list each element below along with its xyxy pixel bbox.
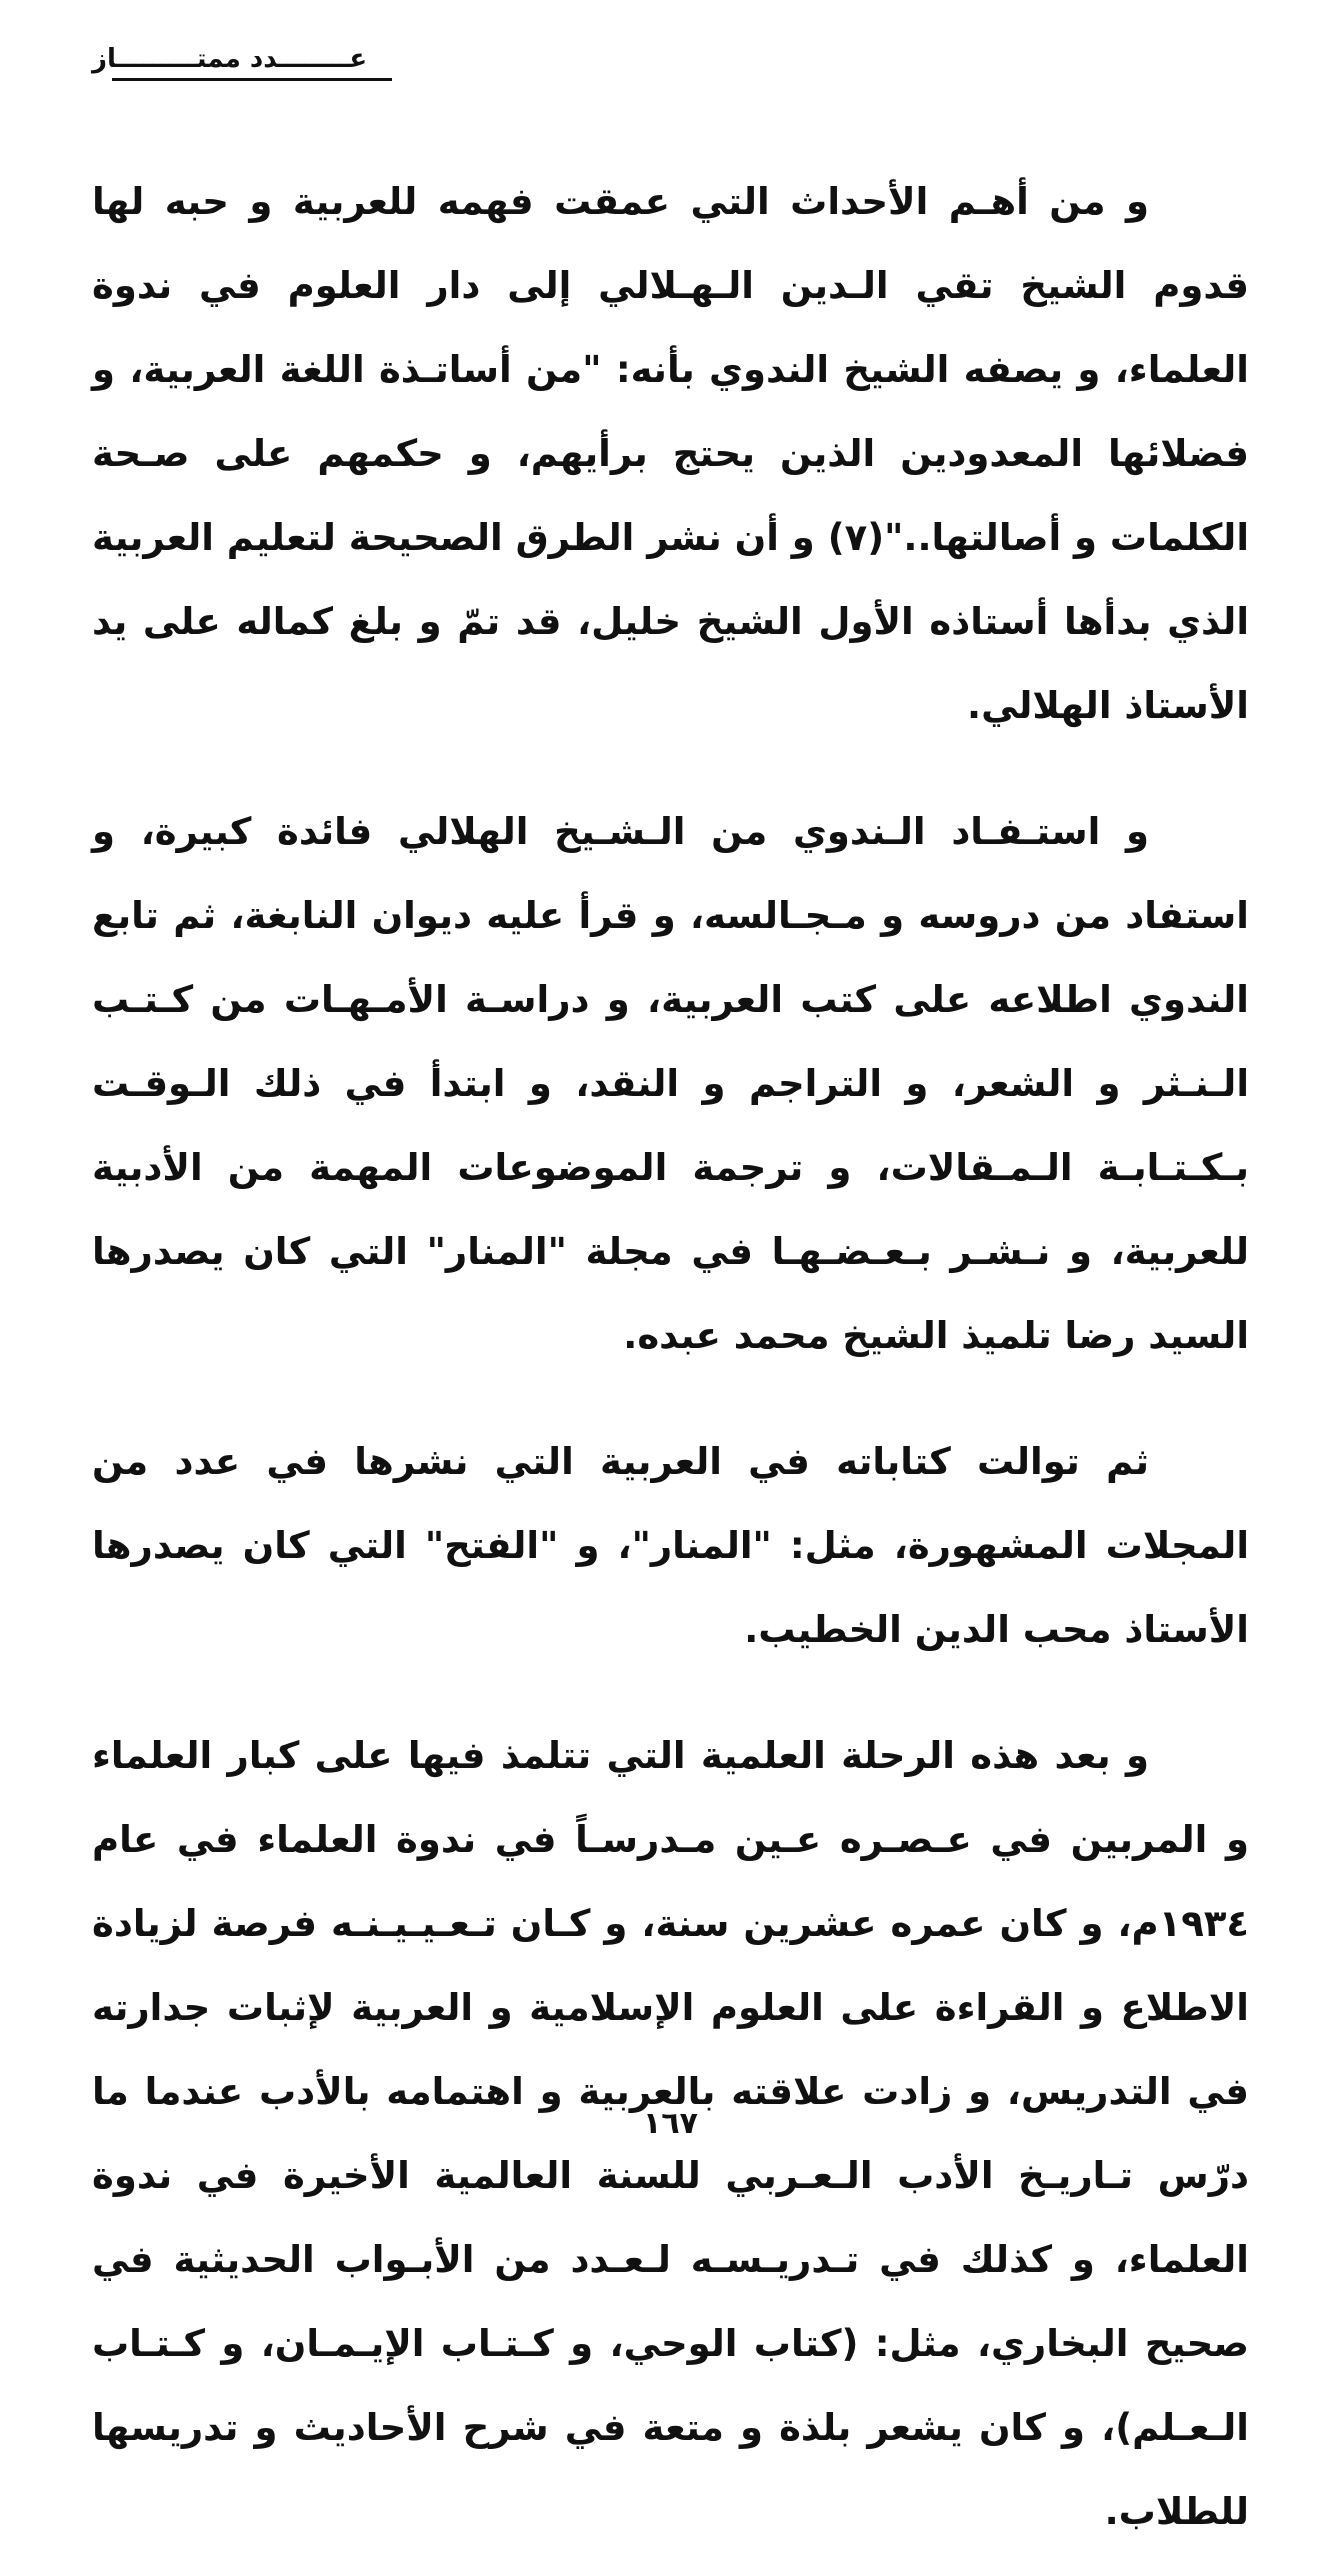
paragraph-1: و من أهـم الأحداث التي عمقت فهمه للعربية و حبه لها قدوم الشيخ تقي الـدين الـهـلالي إلى دار العلوم في ندوة العلماء، و يصفه الشيخ الندوي بأنه: "من أساتـذة اللغة العربية، و فضلائها المعدودين الذين يحتج برأيهم، و حكمهم على صـحة الكلمات و أصالتها.."(٧) و أن نشر الطرق الصحيحة لتعليم العربية الذي بدأها أستاذه الأول الشيخ خليل، قد تمّ و بلغ كماله على يد الأستاذ الهلالي.: [92, 180, 1249, 727]
paragraph-3: ثم توالت كتاباته في العربية التي نشرها في عدد من المجلات المشهورة، مثل: "المنار"، و "الفتح" التي كان يصدرها الأستاذ محب الدين الخطيب.: [92, 1440, 1249, 1651]
body-text: [92, 160, 1249, 2554]
paragraph-2: و استـفـاد الـندوي من الـشـيخ الهلالي فائدة كبيرة، و استفاد من دروسه و مـجـالسه، و قرأ عليه ديوان النابغة، ثم تابع الندوي اطلاعه على كتب العربية، و دراسـة الأمـهـات من كـتـب الـنـثر و الشعر، و التراجم و النقد، و ابتدأ في ذلك الـوقـت بـكـتـابـة الـمـقالات، و ترجمة الموضوعات المهمة من الأدبية للعربية، و نـشـر بـعـضـهـا في مجلة "المنار" التي كان يصدرها السيد رضا تلميذ الشيخ محمد عبده.: [92, 810, 1249, 1357]
running-title: عــــــــدد ممتـــــــــاز: [92, 44, 368, 74]
running-header: [92, 44, 392, 81]
paragraph-4: و بعد هذه الرحلة العلمية التي تتلمذ فيها على كبار العلماء و المربين في عـصـره عـين مـدرسـاً في ندوة العلماء في عام ١٩٣٤م، و كان عمره عشرين سنة، و كـان تـعـيـيـنـه فرصة لزيادة الاطلاع و القراءة على العلوم الإسلامية و العربية لإثبات جدارته في التدريس، و زادت علاقته بالعربية و اهتمامه بالأدب عندما ما درّس تـاريـخ الأدب الـعـربي للسنة العالمية الأخيرة في ندوة العلماء، و كذلك في تـدريـسـه لـعـدد من الأبـواب الحديثية في صحيح البخاري، مثل: (كتاب الوحي، و كـتـاب الإيـمـان، و كـتـاب الـعـلم)، و كان يشعر بلذة و متعة في شرح الأحاديث و تدريسها للطلاب.: [92, 1734, 1249, 2533]
page-number: ١٦٧: [643, 2106, 698, 2141]
header-underline: [112, 78, 392, 81]
